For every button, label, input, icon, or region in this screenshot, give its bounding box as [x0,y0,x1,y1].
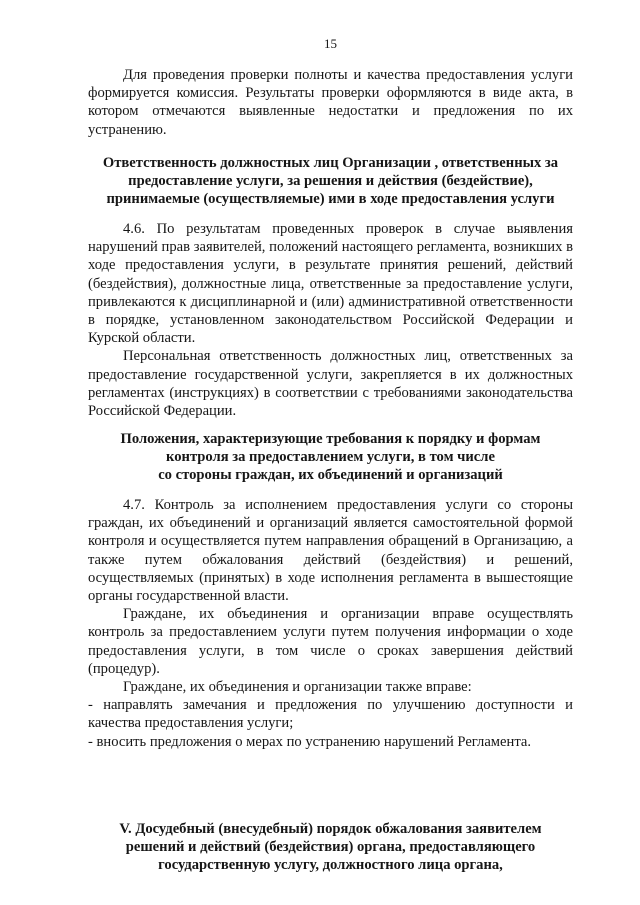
paragraph-4-6: 4.6. По результатам проведенных проверок в случае выявления нарушений прав заявителей, положений настоящего регламента, возникших в ходе предоставления услуги, в результате принятия решений, действий (бездействия), должностные лица, ответственные за предоставление услуги, привлекаются к дисциплинарной и (или) административной ответственности в порядке, установленном законодательством Российской Федерации и Курской области. [88,221,573,347]
citizens-control-paragraph: Граждане, их объединения и организации вправе осуществлять контроль за предоставлением услуги путем получения информации о ходе предоставления услуги, в том числе о сроках завершения действий (процедур). [88,606,573,677]
intro-paragraph: Для проведения проверки полноты и качества предоставления услуги формируется комиссия. Результаты проверки оформляются в виде акта, в котором отмечаются выявленные недостатки и предложения по их устранению. [88,67,573,138]
heading-line: со стороны граждан, их объединений и организаций [158,467,503,484]
intro-block [88,66,573,139]
heading-line: Положения, характеризующие требования к порядку и формам [120,431,541,447]
list-item: - направлять замечания и предложения по улучшению доступности и качества предоставления услуги; [88,697,573,732]
heading-line: контроля за предоставлением услуги, в том числе [166,449,495,466]
responsibility-heading [88,154,573,209]
responsibility-body [88,220,573,420]
personal-responsibility-paragraph: Персональная ответственность должностных лиц, ответственных за предоставление государственной услуги, закрепляется в их должностных регламентах (инструкциях) в соответствии с требованиями законодательства Российской Федерации. [88,348,573,420]
citizens-rights-paragraph: Граждане, их объединения и организации также вправе: [123,679,472,696]
page-number: 15 [324,36,337,51]
heading-line: государственную услугу, должностного лица органа, [158,857,503,874]
list-item: - вносить предложения о мерах по устранению нарушений Регламента. [88,733,532,750]
responsibility-section [88,154,573,209]
section-v [88,820,573,875]
paragraph-4-7: 4.7. Контроль за исполнением предоставления услуги со стороны граждан, их объединений и организаций является самостоятельной формой контроля и осуществляется путем направления обращений в Организацию, а также путем обжалования действий (бездействия) и решений, осуществляемых (принятых) в ходе исполнения регламента в вышестоящие органы государственной власти. [88,497,573,605]
control-body [88,496,573,751]
control-section [88,430,573,485]
heading-line: V. Досудебный (внесудебный) порядок обжалования заявителем [119,821,542,837]
section-v-heading [88,820,573,875]
heading-line: предоставление услуги, за решения и действия (бездействие), [128,173,533,190]
heading-line: решений и действий (бездействия) органа, предоставляющего [125,839,536,856]
heading-line: Ответственность должностных лиц Организации , ответственных за [102,155,559,171]
control-heading [88,430,573,485]
heading-line: принимаемые (осуществляемые) ими в ходе предоставления услуги [106,191,555,208]
